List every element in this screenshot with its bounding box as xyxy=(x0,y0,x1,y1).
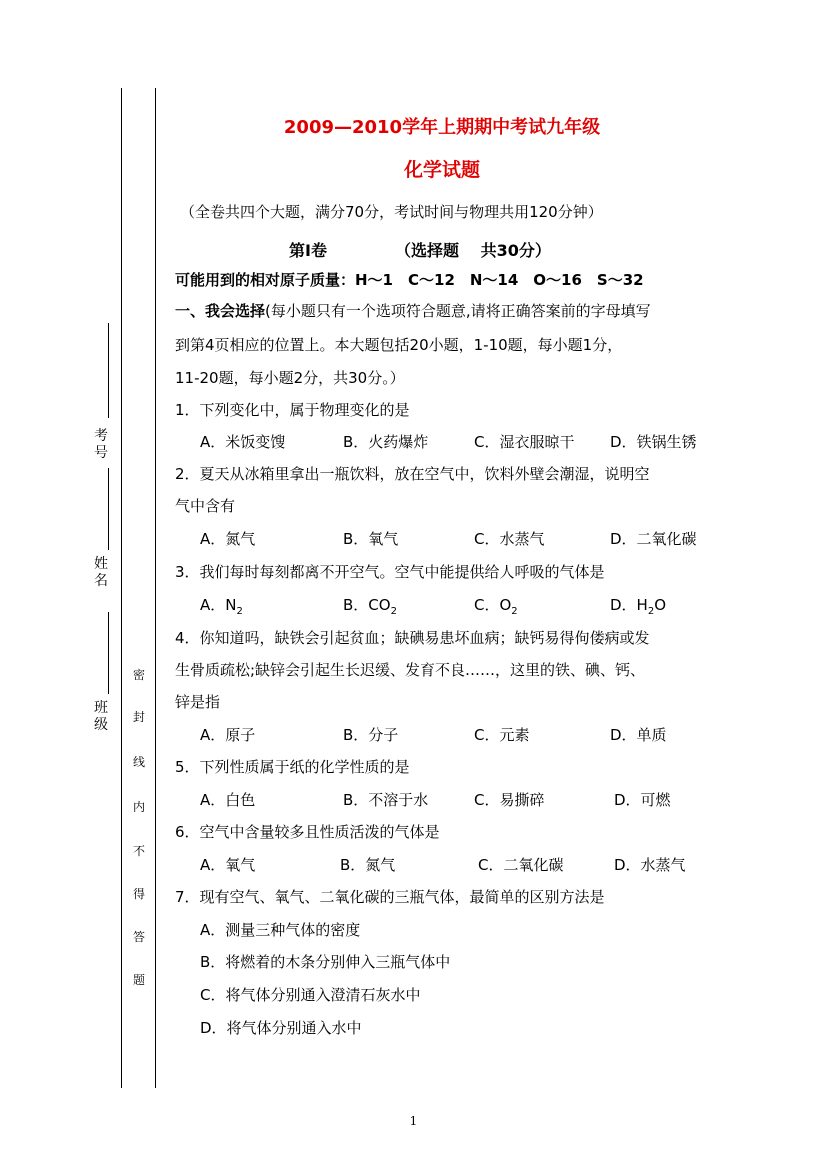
option-b: B．不溶于水 xyxy=(343,791,429,809)
option-d: D．单质 xyxy=(610,726,667,744)
option-a xyxy=(200,594,243,617)
option-a: A．测量三种气体的密度 xyxy=(200,921,361,939)
seal-char: 得 xyxy=(132,887,145,901)
question-stem: 4．你知道吗，缺铁会引起贫血；缺碘易患坏血病；缺钙易得佝偻病或发 xyxy=(175,629,650,647)
exam-number-field[interactable] xyxy=(108,323,109,418)
option-c: C．湿衣服晾干 xyxy=(474,433,575,451)
option-c: C．易撕碎 xyxy=(474,791,545,809)
question-stem: 气中含有 xyxy=(175,497,236,515)
exam-subtitle: 化学试题 xyxy=(403,159,480,181)
option-d xyxy=(610,594,666,617)
option-b xyxy=(343,594,397,617)
section-heading-right: （选择题 共30分） xyxy=(395,241,551,260)
name-label: 姓名 xyxy=(94,556,108,589)
subscript: 2 xyxy=(647,606,655,617)
instructions-line-2: 到第4页相应的位置上。本大题包括20小题，1-10题，每小题1分， xyxy=(175,336,623,354)
binding-line-inner xyxy=(155,88,156,1088)
seal-char: 密 xyxy=(132,668,145,682)
atomic-mass-line: 可能用到的相对原子质量：H～1 C～12 N～14 O～16 S～32 xyxy=(175,271,644,289)
section-heading-left: 第Ⅰ卷 xyxy=(289,241,327,260)
option-d: D．将气体分别通入水中 xyxy=(200,1019,362,1037)
page-number: 1 xyxy=(409,1114,418,1128)
option-d: D．可燃 xyxy=(614,791,671,809)
name-field[interactable] xyxy=(108,468,109,550)
exam-title: 2009—2010学年上期期中考试九年级 xyxy=(283,117,601,138)
question-stem: 3．我们每时每刻都离不开空气。空气中能提供给人呼吸的气体是 xyxy=(175,563,605,581)
option-b: B．氧气 xyxy=(343,530,399,548)
option-text: D．H xyxy=(610,596,648,614)
option-c: C．水蒸气 xyxy=(474,530,545,548)
option-a: A．白色 xyxy=(200,791,256,809)
seal-char: 不 xyxy=(132,844,145,858)
option-b: B．将燃着的木条分别伸入三瓶气体中 xyxy=(200,953,451,971)
question-stem: 1．下列变化中，属于物理变化的是 xyxy=(175,401,410,419)
option-c: C．二氧化碳 xyxy=(478,856,564,874)
option-d: D．二氧化碳 xyxy=(610,530,697,548)
option-c xyxy=(474,594,518,617)
option-b: B．氮气 xyxy=(340,856,396,874)
question-stem: 7．现有空气、氧气、二氧化碳的三瓶气体，最简单的区别方法是 xyxy=(175,888,605,906)
option-a: A．米饭变馊 xyxy=(200,433,286,451)
option-text-tail: O xyxy=(654,596,667,614)
binding-line-outer xyxy=(121,88,122,1088)
subscript: 2 xyxy=(390,606,397,617)
subscript: 2 xyxy=(236,606,243,617)
question-stem: 2．夏天从冰箱里拿出一瓶饮料，放在空气中，饮料外壁会潮湿，说明空 xyxy=(175,465,650,483)
question-stem: 5．下列性质属于纸的化学性质的是 xyxy=(175,758,410,776)
subscript: 2 xyxy=(511,606,518,617)
seal-char: 线 xyxy=(132,755,145,769)
instructions-heading: 一、我会选择 xyxy=(175,302,266,320)
option-c: C．将气体分别通入澄清石灰水中 xyxy=(200,986,421,1004)
seal-char: 内 xyxy=(132,800,145,814)
option-d: D．水蒸气 xyxy=(614,856,686,874)
instructions-text: (每小题只有一个选项符合题意,请将正确答案前的字母填写 xyxy=(265,302,651,320)
option-text: B．CO xyxy=(343,596,391,614)
seal-char: 封 xyxy=(132,710,145,724)
option-d: D．铁锅生锈 xyxy=(610,433,697,451)
option-b: B．分子 xyxy=(343,726,399,744)
instructions-line-3: 11-20题，每小题2分，共30分。） xyxy=(175,369,405,387)
question-stem: 6．空气中含量较多且性质活泼的气体是 xyxy=(175,823,440,841)
instructions-line-1 xyxy=(175,300,651,321)
exam-note: （全卷共四个大题，满分70分，考试时间与物理共用120分钟） xyxy=(180,203,603,221)
exam-number-label: 考号 xyxy=(94,428,108,461)
option-c: C．元素 xyxy=(474,726,530,744)
option-text: A．N xyxy=(200,596,237,614)
seal-char: 题 xyxy=(132,973,145,987)
seal-char: 答 xyxy=(132,930,145,944)
option-text: C．O xyxy=(474,596,512,614)
question-stem: 锌是指 xyxy=(175,693,221,711)
option-b: B．火药爆炸 xyxy=(343,433,429,451)
question-stem: 生骨质疏松;缺锌会引起生长迟缓、发育不良……，这里的铁、碘、钙、 xyxy=(175,661,646,679)
option-a: A．氮气 xyxy=(200,530,256,548)
class-label: 班级 xyxy=(94,700,108,733)
option-a: A．氧气 xyxy=(200,856,256,874)
option-a: A．原子 xyxy=(200,726,256,744)
class-field[interactable] xyxy=(108,612,109,694)
